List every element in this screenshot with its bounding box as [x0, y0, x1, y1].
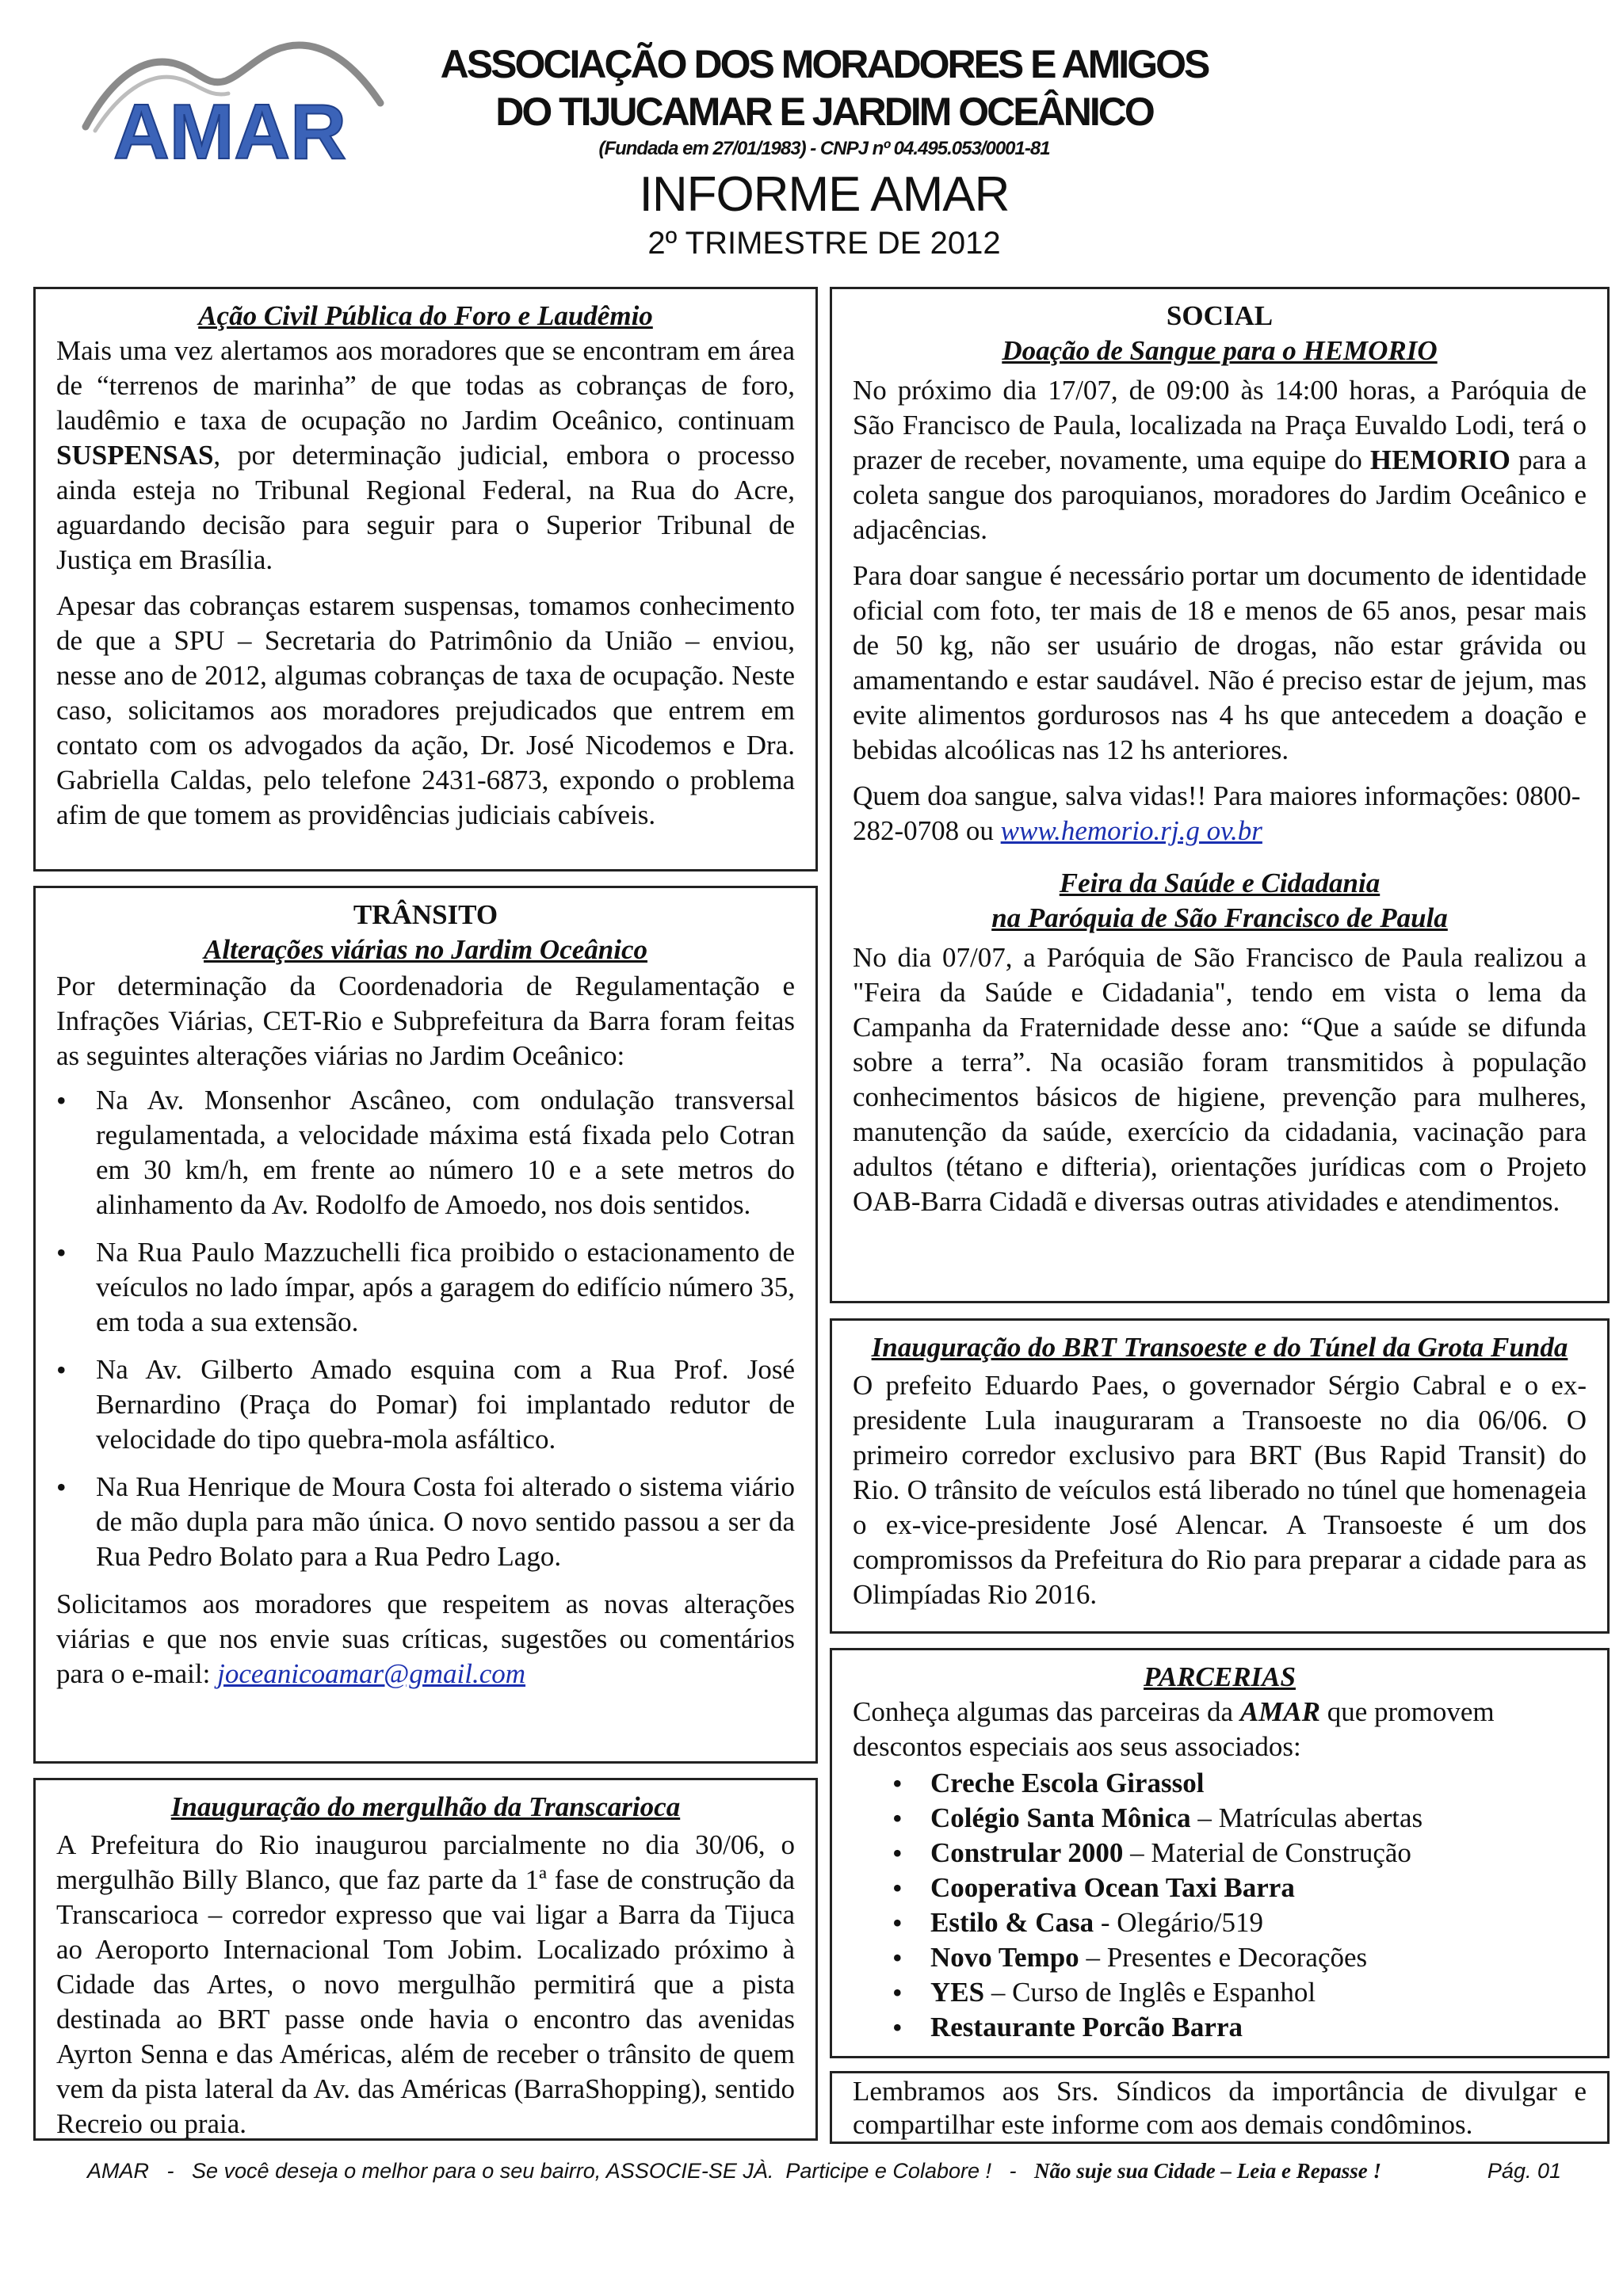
- social-section: [830, 287, 1610, 1303]
- transit-closing: Solicitamos aos moradores que respeitem as novas alterações viárias e que nos envie suas críticas, sugestões ou comentários para o e-mail: joceanicoamar@gmail.com: [56, 1589, 795, 1689]
- hemorio-emphasis: HEMORIO: [1369, 444, 1510, 475]
- transit-list: [56, 1083, 795, 1574]
- social-heading: SOCIAL: [1166, 300, 1274, 331]
- list-item: • YES – Curso de Inglês e Espanhol: [853, 1975, 1587, 2010]
- social-paragraph-4: No dia 07/07, a Paróquia de São Francisco de Paula realizou a "Feira da Saúde e Cidadania", tendo em vista o lema da Campanha da Fraternidade desse ano: “Que a saúde se difunda sobre a terra”. Na ocasião foram transmitidos à população conhecimentos básicos de higiene, prevenção para mulheres, manutenção da saúde, exercício da cidadania, vacinação para adultos (tétano e difteria), orientações jurídicas com o Projeto OAB-Barra Cidadã e diversas outras atividades e atendimentos.: [853, 942, 1587, 1217]
- social-paragraph-2: Para doar sangue é necessário portar um documento de identidade oficial com foto, ter mais de 18 e menos de 65 anos, pesar mais de 50 kg, não ser usuário de drogas, não estar grávida ou amamentando e estar saudável. Não é preciso estar de jejum, mas evite alimentos gordurosos nas 4 hs que antecedem a doação e bebidas alcoólicas nas 12 hs anteriores.: [853, 560, 1587, 765]
- brt-section: [830, 1318, 1610, 1634]
- list-item: • Restaurante Porcão Barra: [853, 2010, 1587, 2045]
- amar-emphasis: AMAR: [1239, 1696, 1320, 1727]
- health-fair-subheading-1: Feira da Saúde e Cidadania: [1059, 868, 1381, 898]
- list-item: • Cooperativa Ocean Taxi Barra: [853, 1871, 1587, 1905]
- reminder-section: [830, 2071, 1610, 2144]
- org-name-line1: ASSOCIAÇÃO DOS MORADORES E AMIGOS: [440, 42, 1209, 86]
- transit-subheading: Alterações viárias no Jardim Oceânico: [204, 934, 647, 965]
- logo-text: AMAR: [113, 88, 346, 170]
- page-number: Pág. 01: [1487, 2159, 1561, 2183]
- health-fair-subheading-2: na Paróquia de São Francisco de Paula: [991, 902, 1448, 933]
- list-item: • Novo Tempo – Presentes e Decorações: [853, 1940, 1587, 1975]
- page-subtitle: 2º TRIMESTRE DE 2012: [647, 226, 1001, 261]
- footer-slogan: Não suje sua Cidade – Leia e Repasse !: [1034, 2159, 1382, 2183]
- mergulhao-body: A Prefeitura do Rio inaugurou parcialmente no dia 30/06, o mergulhão Billy Blanco, que faz parte da 1ª fase de construção da Transcarioca – corredor expresso que vai ligar a Barra da Tijuca ao Aeroporto Internacional Tom Jobim. Localizado próximo à Cidade das Artes, o novo mergulhão permitirá que a pista destinada ao BRT passe onde havia o encontro das avenidas Ayrton Senna e das Américas, além de receber o trânsito de quem vem da pista lateral da Av. das Américas (BarraShopping), sentido Recreio ou praia.: [56, 1829, 795, 2139]
- partners-list: [853, 1766, 1587, 2045]
- page-footer: [87, 2159, 1561, 2183]
- parcerias-section: [830, 1648, 1610, 2058]
- list-item: • Na Av. Gilberto Amado esquina com a Rua Prof. José Bernardino (Praça do Pomar) foi implantado redutor de velocidade do tipo quebra-mola asfáltico.: [56, 1352, 795, 1457]
- org-name-line2: DO TIJUCAMAR E JARDIM OCEÂNICO: [495, 90, 1153, 134]
- list-item: • Na Rua Henrique de Moura Costa foi alterado o sistema viário de mão dupla para mão única. O novo sentido passou a ser da Rua Pedro Bolato para a Rua Pedro Lago.: [56, 1470, 795, 1574]
- list-item: • Constrular 2000 – Material de Construção: [853, 1836, 1587, 1871]
- brt-heading: Inauguração do BRT Transoeste e do Túnel da Grota Funda: [871, 1332, 1568, 1363]
- transit-intro: Por determinação da Coordenadoria de Regulamentação e Infrações Viárias, CET-Rio e Subprefeitura da Barra foram feitas as seguintes alterações viárias no Jardim Oceânico:: [56, 971, 795, 1071]
- list-item: • Colégio Santa Mônica – Matrículas abertas: [853, 1801, 1587, 1836]
- page-title: INFORME AMAR: [639, 167, 1010, 222]
- forum-paragraph-2: Apesar das cobranças estarem suspensas, tomamos conhecimento de que a SPU – Secretaria do Patrimônio da União – enviou, nesse ano de 2012, algumas cobranças de taxa de ocupação. Neste caso, solicitamos aos moradores prejudicados que entrem em contato com os advogados da ação, Dr. José Nicodemos e Dra. Gabriella Caldas, pelo telefone 2431-6873, expondo o problema afim de que tomem as providências judiciais cabíveis.: [56, 590, 795, 830]
- transit-heading: TRÂNSITO: [353, 899, 498, 930]
- reminder-body: Lembramos aos Srs. Síndicos da importância de divulgar e compartilhar este informe com aos demais condôminos.: [853, 2076, 1587, 2140]
- amar-logo: [79, 32, 388, 170]
- blood-donation-subheading: Doação de Sangue para o HEMORIO: [1002, 335, 1438, 366]
- hemorio-website-link[interactable]: www.hemorio.rj.g ov.br: [1000, 815, 1262, 846]
- suspended-emphasis: SUSPENSAS: [56, 440, 214, 471]
- org-founding-info: (Fundada em 27/01/1983) - CNPJ nº 04.495.053/0001-81: [598, 138, 1050, 159]
- contact-email-link[interactable]: joceanicoamar@gmail.com: [217, 1658, 526, 1689]
- mountain-logo-icon: [79, 32, 388, 170]
- transit-section: [33, 886, 818, 1764]
- forum-heading: Ação Civil Pública do Foro e Laudêmio: [198, 300, 653, 331]
- social-paragraph-1: No próximo dia 17/07, de 09:00 às 14:00 horas, a Paróquia de São Francisco de Paula, localizada na Praça Euvaldo Lodi, terá o prazer de receber, novamente, uma equipe do HEMORIO para a coleta sangue dos paroquianos, moradores do Jardim Oceânico e adjacências.: [853, 375, 1587, 545]
- forum-section: [33, 287, 818, 871]
- mergulhao-section: [33, 1778, 818, 2141]
- parcerias-intro: Conheça algumas das parceiras da AMAR que promovem descontos especiais aos seus associados:: [853, 1696, 1495, 1762]
- list-item: • Na Rua Paulo Mazzuchelli fica proibido o estacionamento de veículos no lado ímpar, após a garagem do edifício número 35, em toda a sua extensão.: [56, 1235, 795, 1340]
- list-item: • Creche Escola Girassol: [853, 1766, 1587, 1801]
- forum-paragraph-1: Mais uma vez alertamos aos moradores que se encontram em área de “terrenos de marinha” de que todas as cobranças de foro, laudêmio e taxa de ocupação no Jardim Oceânico, continuam SUSPENSAS, por determinação judicial, embora o processo ainda esteja no Tribunal Regional Federal, na Rua do Acre, aguardando decisão para seguir para o Superior Tribunal de Justiça em Brasília.: [56, 335, 795, 575]
- mergulhao-heading: Inauguração do mergulhão da Transcarioca: [170, 1791, 681, 1822]
- parcerias-heading: PARCERIAS: [1144, 1661, 1296, 1692]
- brt-body: O prefeito Eduardo Paes, o governador Sérgio Cabral e o ex-presidente Lula inauguraram a Transoeste no dia 06/06. O primeiro corredor exclusivo para BRT (Bus Rapid Transit) do Rio. O trânsito de veículos está liberado no túnel que homenageia o ex-vice-presidente José Alencar. A Transoeste é um dos compromissos da Prefeitura do Rio para preparar a cidade para as Olimpíadas Rio 2016.: [853, 1370, 1587, 1610]
- social-paragraph-3: Quem doa sangue, salva vidas!! Para maiores informações: 0800-282-0708 ou www.hemorio.rj.g ov.br: [853, 780, 1581, 846]
- list-item: • Estilo & Casa - Olegário/519: [853, 1905, 1587, 1940]
- list-item: • Na Av. Monsenhor Ascâneo, com ondulação transversal regulamentada, a velocidade máxima está fixada pelo Cotran em 30 km/h, em frente ao número 10 e a sete metros do alinhamento da Av. Rodolfo de Amoedo, nos dois sentidos.: [56, 1083, 795, 1222]
- footer-text: AMAR - Se você deseja o melhor para o seu bairro, ASSOCIE-SE JÀ. Participe e Colabore ! -: [87, 2159, 1029, 2183]
